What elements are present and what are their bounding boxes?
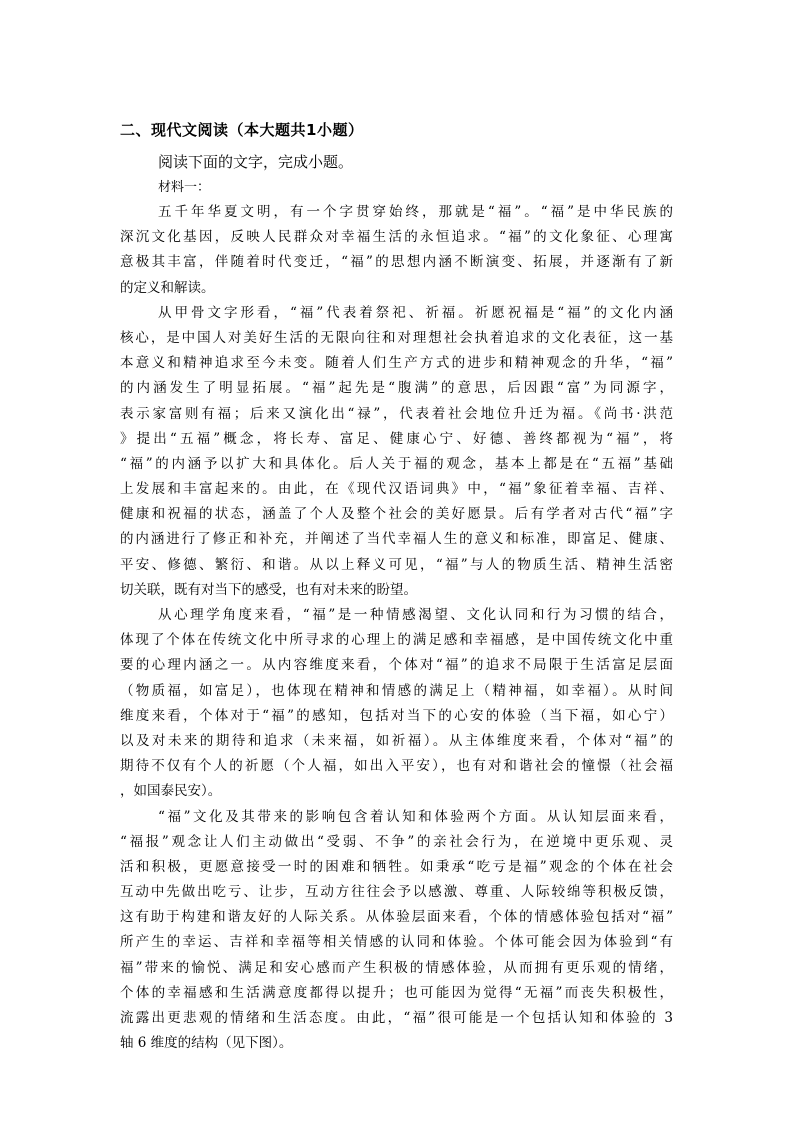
paragraph-4 — [120, 805, 673, 1057]
text-line: 五千年华夏文明，有一个字贯穿始终，那就是“福”。“福”是中华民族的 — [158, 204, 673, 220]
text-line: 活和积极，更愿意接受一时的困难和牺牲。如秉承“吃亏是福”观念的个体在社会 — [120, 858, 673, 875]
text-line: 核心，是中国人对美好生活的无限向往和对理想社会执着追求的文化表征，这一基 — [120, 329, 673, 346]
text-line: 要的心理内涵之一。从内容维度来看，个体对“福”的追求不局限于生活富足层面 — [120, 657, 673, 674]
text-line: 的定义和解读。 — [120, 279, 215, 296]
reading-instruction: 阅读下面的文字，完成小题。 — [158, 153, 354, 171]
text-line: 平安、修德、繁衍、和谐。从以上释义可见，“福”与人的物质生活、精神生活密 — [120, 556, 673, 573]
text-line: 》提出“五福”概念，将长寿、富足、健康心宁、好德、善终都视为“福”，将 — [120, 430, 673, 447]
text-line: 福”带来的愉悦、满足和安心感而产生积极的情感体验，从而拥有更乐观的情绪， — [120, 959, 673, 976]
text-line: 从心理学角度来看，“福”是一种情感渴望、文化认同和行为习惯的结合， — [158, 607, 673, 623]
text-line: （物质福，如富足），也体现在精神和情感的满足上（精神福，如幸福）。从时间 — [120, 682, 673, 699]
paragraph-1 — [120, 200, 673, 301]
text-line: ，如国泰民安）。 — [120, 783, 222, 800]
text-line: 流露出更悲观的情绪和生活态度。由此，“福”很可能是一个包括认知和体验的 3 — [120, 1010, 673, 1026]
text-line: “福”文化及其带来的影响包含着认知和体验两个方面。从认知层面来看， — [158, 808, 673, 825]
text-line: “福”的内涵予以扩大和具体化。后人关于福的观念，基本上都是在“五福”基础 — [120, 455, 673, 472]
text-line: 本意义和精神追求至今未变。随着人们生产方式的进步和精神观念的升华，“福” — [120, 355, 673, 372]
text-line: 个体的幸福感和生活满意度都得以提升；也可能因为觉得“无福”而丧失积极性， — [120, 984, 673, 1001]
section-title: 二、现代文阅读（本大题共1小题） — [120, 121, 364, 139]
paragraph-3 — [120, 603, 673, 805]
text-line: 健康和祝福的状态，涵盖了个人及整个社会的美好愿景。后有学者对古代“福”字 — [120, 506, 673, 523]
text-line: 上发展和丰富起来的。由此，在《现代汉语词典》中，“福”象征着幸福、吉祥、 — [120, 481, 673, 498]
text-line: 深沉文化基因，反映人民群众对幸福生活的永恒追求。“福”的文化象征、心理寓 — [120, 229, 673, 246]
text-line: 意极其丰富，伴随着时代变迁，“福”的思想内涵不断演变、拓展，并逐渐有了新 — [120, 254, 673, 271]
text-line: 期待不仅有个人的祈愿（个人福，如出入平安），也有对和谐社会的憧憬（社会福 — [120, 758, 673, 775]
text-line: 体现了个体在传统文化中所寻求的心理上的满足感和幸福感，是中国传统文化中重 — [120, 632, 673, 649]
text-line: 轴 6 维度的结构（见下图）。 — [120, 1035, 293, 1052]
text-line: 切关联，既有对当下的感受，也有对未来的盼望。 — [120, 581, 417, 598]
text-line: 从甲骨文字形看，“福”代表着祭祀、祈福。祈愿祝福是“福”的文化内涵 — [158, 304, 673, 321]
article-body — [120, 200, 673, 1056]
paragraph-2 — [120, 301, 673, 603]
text-line: 的内涵发生了明显拓展。“福”起先是“腹满”的意思，后因跟“富”为同源字， — [120, 380, 673, 397]
text-line: 的内涵进行了修正和补充，并阐述了当代幸福人生的意义和标准，即富足、健康、 — [120, 531, 673, 548]
text-line: 这有助于构建和谐友好的人际关系。从体验层面来看，个体的情感体验包括对“福” — [120, 909, 673, 926]
text-line: 以及对未来的期待和追求（未来福，如祈福）。从主体维度来看，个体对“福”的 — [120, 732, 673, 749]
text-line: 互动中先做出吃亏、让步，互动方往往会予以感激、尊重、人际较绵等积极反馈， — [120, 884, 673, 901]
text-line: 所产生的幸运、吉祥和幸福等相关情感的认同和体验。个体可能会因为体验到“有 — [120, 934, 673, 951]
material-label: 材料一： — [158, 180, 211, 195]
text-line: 表示家富则有福；后来又演化出“禄”，代表着社会地位升迁为福。《尚书·洪范 — [120, 405, 673, 422]
text-line: 维度来看，个体对于“福”的感知，包括对当下的心安的体验（当下福，如心宁） — [120, 707, 673, 724]
text-line: “福报”观念让人们主动做出“受弱、不争”的亲社会行为，在逆境中更乐观、灵 — [120, 833, 673, 850]
